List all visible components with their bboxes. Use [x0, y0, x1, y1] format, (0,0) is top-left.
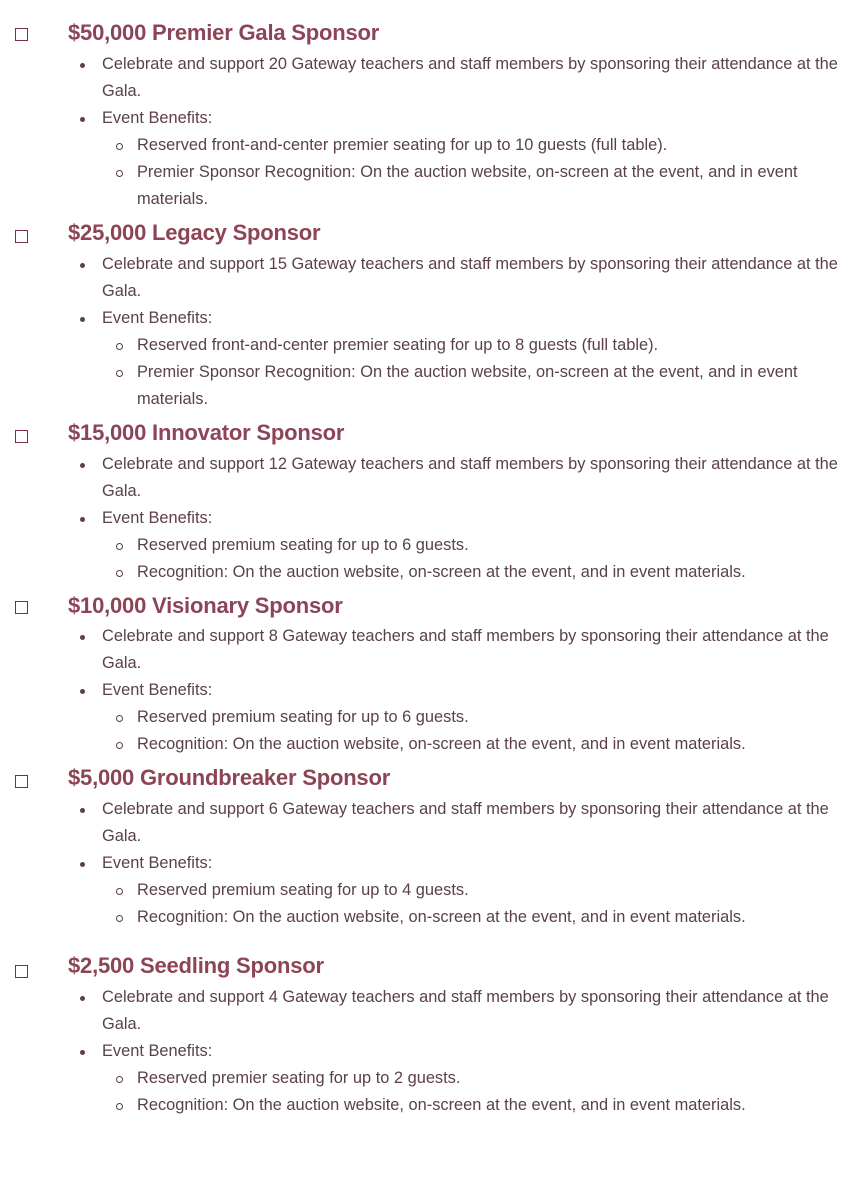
benefit-item [137, 1065, 842, 1092]
support-text: Celebrate and support 4 Gateway teachers and staff members by sponsoring their attendance at the Gala. [102, 988, 829, 1033]
benefit-text: Recognition: On the auction website, on-screen at the event, and in event materials. [137, 1096, 746, 1114]
benefits-list [102, 704, 842, 758]
support-bullet [102, 796, 842, 850]
benefits-bullet [102, 305, 842, 413]
support-bullet [102, 984, 842, 1038]
tier-checkbox[interactable] [15, 28, 28, 41]
benefits-label: Event Benefits: [102, 1042, 213, 1060]
tier-details [102, 51, 842, 213]
benefit-item [137, 877, 842, 904]
benefit-item [137, 731, 842, 758]
support-text: Celebrate and support 6 Gateway teachers and staff members by sponsoring their attendance at the Gala. [102, 800, 829, 845]
support-text: Celebrate and support 15 Gateway teachers and staff members by sponsoring their attendance at the Gala. [102, 255, 838, 300]
tier-checkbox[interactable] [15, 965, 28, 978]
benefit-item [137, 1092, 842, 1119]
benefit-item [137, 359, 842, 413]
support-bullet [102, 251, 842, 305]
benefits-bullet [102, 505, 842, 586]
benefit-item [137, 904, 842, 931]
benefits-list [102, 877, 842, 931]
tier-title: $2,500 Seedling Sponsor [68, 953, 324, 978]
benefits-bullet [102, 850, 842, 931]
benefit-text: Premier Sponsor Recognition: On the auction website, on-screen at the event, and in event materials. [137, 363, 798, 408]
tier-title: $5,000 Groundbreaker Sponsor [68, 765, 391, 790]
benefit-text: Recognition: On the auction website, on-screen at the event, and in event materials. [137, 735, 746, 753]
benefit-text: Reserved premier seating for up to 2 guests. [137, 1069, 461, 1087]
tier-title: $15,000 Innovator Sponsor [68, 420, 345, 445]
tier-title: $50,000 Premier Gala Sponsor [68, 20, 380, 45]
tier-details [102, 251, 842, 413]
benefits-bullet [102, 1038, 842, 1119]
tier-title: $25,000 Legacy Sponsor [68, 220, 321, 245]
benefit-text: Recognition: On the auction website, on-screen at the event, and in event materials. [137, 908, 746, 926]
benefit-item [137, 532, 842, 559]
benefit-item [137, 159, 842, 213]
benefit-text: Reserved front-and-center premier seating for up to 8 guests (full table). [137, 336, 659, 354]
benefits-list [102, 132, 842, 213]
benefits-list [102, 332, 842, 413]
support-text: Celebrate and support 20 Gateway teachers and staff members by sponsoring their attendance at the Gala. [102, 55, 838, 100]
benefits-list [102, 1065, 842, 1119]
support-bullet [102, 451, 842, 505]
benefits-label: Event Benefits: [102, 509, 213, 527]
support-text: Celebrate and support 12 Gateway teachers and staff members by sponsoring their attendance at the Gala. [102, 455, 838, 500]
benefit-text: Reserved premium seating for up to 6 guests. [137, 536, 469, 554]
support-bullet [102, 51, 842, 105]
benefit-item [137, 332, 842, 359]
benefit-item [137, 132, 842, 159]
benefits-list [102, 532, 842, 586]
tier-details [102, 623, 842, 758]
tier-checkbox[interactable] [15, 601, 28, 614]
benefits-label: Event Benefits: [102, 681, 213, 699]
tier-details [102, 451, 842, 586]
tier-checkbox[interactable] [15, 430, 28, 443]
tier-checkbox[interactable] [15, 775, 28, 788]
benefit-text: Recognition: On the auction website, on-screen at the event, and in event materials. [137, 563, 746, 581]
benefit-text: Reserved front-and-center premier seating for up to 10 guests (full table). [137, 136, 668, 154]
benefits-bullet [102, 105, 842, 213]
tier-title: $10,000 Visionary Sponsor [68, 593, 343, 618]
tier-checkbox[interactable] [15, 230, 28, 243]
benefit-text: Reserved premium seating for up to 4 guests. [137, 881, 469, 899]
tier-details [102, 796, 842, 931]
benefit-text: Premier Sponsor Recognition: On the auction website, on-screen at the event, and in event materials. [137, 163, 798, 208]
benefits-label: Event Benefits: [102, 309, 213, 327]
support-text: Celebrate and support 8 Gateway teachers and staff members by sponsoring their attendance at the Gala. [102, 627, 829, 672]
benefit-text: Reserved premium seating for up to 6 guests. [137, 708, 469, 726]
benefit-item [137, 704, 842, 731]
benefits-label: Event Benefits: [102, 854, 213, 872]
benefit-item [137, 559, 842, 586]
benefits-bullet [102, 677, 842, 758]
support-bullet [102, 623, 842, 677]
benefits-label: Event Benefits: [102, 109, 213, 127]
tier-details [102, 984, 842, 1119]
